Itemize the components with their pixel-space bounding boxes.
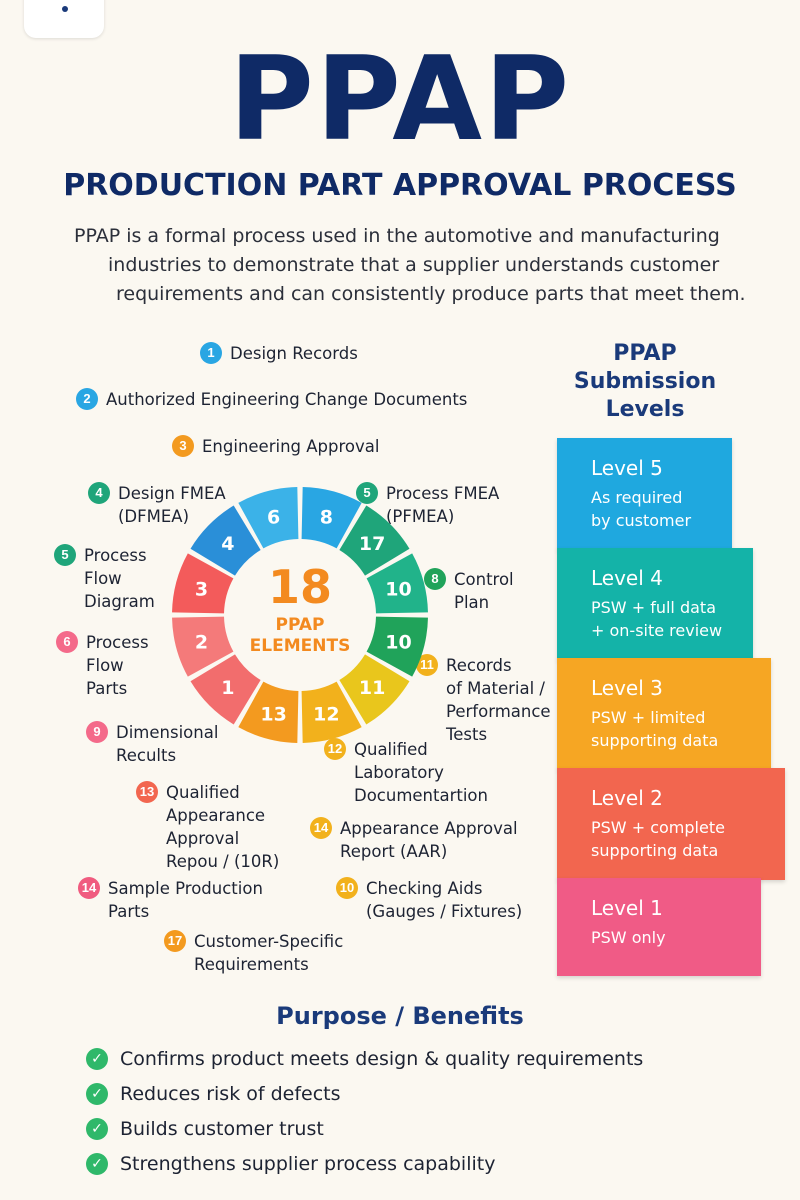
element-design-records: [200, 342, 358, 365]
benefits-title: Purpose / Benefits: [276, 1002, 524, 1030]
element-number-badge: 14: [310, 817, 332, 839]
benefit-item: [86, 1083, 341, 1105]
level-name: Level 1: [591, 896, 663, 920]
benefit-text: Reduces risk of defects: [120, 1083, 341, 1105]
wheel-center-number: 18: [267, 560, 332, 614]
element-number-badge: 14: [78, 877, 100, 899]
wheel-segment-label: 10: [385, 578, 412, 601]
level-name: Level 3: [591, 676, 663, 700]
page-title: PPAP: [228, 32, 572, 167]
element-label: Process FMEA (PFMEA): [386, 484, 500, 526]
element-label: Checking Aids (Gauges / Fixtures): [366, 879, 523, 921]
level-description: PSW + complete supporting data: [591, 818, 725, 860]
benefit-text: Confirms product meets design & quality requirements: [120, 1048, 644, 1070]
element-number-badge: 12: [324, 738, 346, 760]
element-label: Sample Production Parts: [108, 879, 263, 921]
wheel-segment-label: 3: [194, 578, 209, 601]
element-number-badge: 17: [164, 930, 186, 952]
element-checking-aids: [336, 877, 522, 923]
element-process-flow-diagram: [54, 544, 155, 613]
wheel-segment-label: 6: [266, 506, 281, 529]
element-number-badge: 5: [54, 544, 76, 566]
wheel-segment-label: 2: [194, 631, 209, 654]
element-label: Engineering Approval: [202, 437, 380, 456]
wheel-center-label: [160, 615, 440, 657]
level-name: Level 2: [591, 786, 663, 810]
level-5-card: [557, 438, 732, 550]
element-number-badge: 2: [76, 388, 98, 410]
wheel-segment-label: 1: [221, 677, 235, 700]
wheel-segment-label: 17: [358, 532, 386, 555]
element-label: Authorized Engineering Change Documents: [106, 390, 468, 409]
benefit-item: [86, 1153, 495, 1175]
corner-badge: [24, 0, 104, 38]
level-name: Level 5: [591, 456, 663, 480]
level-name: Level 4: [591, 566, 663, 590]
element-label: Design FMEA (DFMEA): [118, 484, 226, 526]
benefit-text: Builds customer trust: [120, 1118, 324, 1140]
benefit-item: [86, 1118, 324, 1140]
badge-dot: [62, 6, 68, 12]
check-icon: ✓: [86, 1118, 108, 1140]
intro-line-3: requirements and can consistently produce parts that meet them.: [116, 283, 746, 305]
element-number-badge: 5: [356, 482, 378, 504]
intro-line-1: PPAP is a formal process used in the automotive and manufacturing: [74, 225, 720, 247]
element-engineering-approval: [172, 435, 379, 458]
element-process-flow-parts: [56, 631, 149, 700]
level-description: PSW + full data + on-site review: [591, 598, 723, 640]
element-label: Design Records: [230, 344, 358, 363]
benefit-item: [86, 1048, 643, 1070]
element-label: Process Flow Parts: [86, 633, 149, 698]
wheel-segment-label: 8: [319, 506, 334, 529]
check-icon: ✓: [86, 1083, 108, 1105]
level-description: PSW only: [591, 928, 666, 947]
levels-title: PPAP Submission Levels: [573, 341, 717, 422]
intro-line-2: industries to demonstrate that a supplier understands customer: [108, 254, 720, 276]
element-number-badge: 1: [200, 342, 222, 364]
wheel-segment-label: 12: [313, 703, 340, 726]
element-label: Qualified Appearance Approval Repou / (10R): [166, 783, 280, 871]
element-appearance-approval-report: [310, 817, 518, 863]
level-4-card: [557, 548, 753, 660]
elements-wheel: [160, 475, 440, 755]
level-1-card: [557, 878, 761, 976]
element-number-badge: 11: [416, 654, 438, 676]
element-label: Control Plan: [454, 570, 514, 612]
wheel-segment-label: 10: [385, 631, 412, 654]
wheel-center-label-line-1: PPAP: [275, 615, 325, 635]
element-label: Records of Material / Performance Tests: [446, 656, 551, 744]
wheel-segment-label: 11: [358, 677, 386, 700]
element-label: Dimensional Recults: [116, 723, 219, 765]
element-sample-production-parts: [78, 877, 263, 923]
element-engineering-change-docs: [76, 388, 467, 411]
element-number-badge: 9: [86, 721, 108, 743]
element-label: Process Flow Diagram: [84, 546, 155, 611]
wheel-center-label-line-2: ELEMENTS: [249, 636, 351, 656]
element-label: Appearance Approval Report (AAR): [340, 819, 518, 861]
page-subtitle: PRODUCTION PART APPROVAL PROCESS: [63, 168, 737, 203]
element-customer-specific: [164, 930, 343, 976]
level-description: PSW + limited supporting data: [591, 708, 719, 750]
element-label: Qualified Laboratory Documentartion: [354, 740, 488, 805]
element-number-badge: 8: [424, 568, 446, 590]
level-3-card: [557, 658, 771, 770]
wheel-segment-label: 4: [221, 532, 235, 555]
element-number-badge: 6: [56, 631, 78, 653]
element-number-badge: 3: [172, 435, 194, 457]
level-description: As required by customer: [591, 488, 692, 530]
element-label: Customer-Specific Requirements: [194, 932, 344, 974]
wheel-segment-label: 13: [260, 703, 287, 726]
benefit-text: Strengthens supplier process capability: [120, 1153, 496, 1175]
check-icon: ✓: [86, 1048, 108, 1070]
check-icon: ✓: [86, 1153, 108, 1175]
element-number-badge: 10: [336, 877, 358, 899]
element-number-badge: 4: [88, 482, 110, 504]
element-qualified-appearance: [136, 781, 279, 873]
level-2-card: [557, 768, 785, 880]
element-number-badge: 13: [136, 781, 158, 803]
intro-paragraph: [50, 222, 750, 309]
